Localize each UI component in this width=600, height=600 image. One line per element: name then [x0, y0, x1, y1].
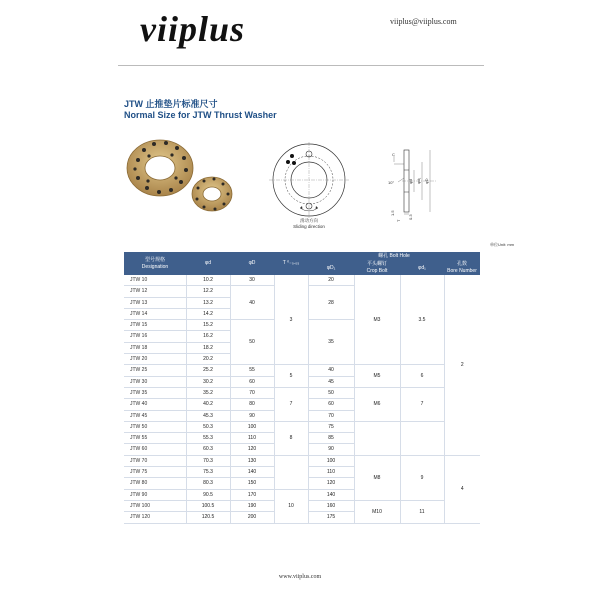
cell-crop-bolt: M10: [354, 500, 400, 523]
cell-designation: JTW 45: [124, 410, 186, 421]
cell-d: 16.2: [186, 331, 230, 342]
contact-email[interactable]: viiplus@viiplus.com: [390, 17, 457, 26]
cell-d: 15.2: [186, 320, 230, 331]
side-label-c: C: [392, 152, 395, 157]
cell-D: 80: [230, 399, 274, 410]
col-designation-cn: 型号规格: [144, 256, 165, 263]
cell-D: 110: [230, 433, 274, 444]
cell-d: 120.5: [186, 512, 230, 523]
cell-D: 190: [230, 500, 274, 511]
cell-designation: JTW 50: [124, 421, 186, 432]
sliding-label-en: Sliding direction: [293, 224, 325, 229]
col-D1: φD₁: [308, 261, 354, 275]
header-divider: [118, 65, 484, 66]
table-row: [124, 365, 480, 376]
cell-D1: 90: [308, 444, 354, 455]
cell-crop-bolt: M8: [354, 455, 400, 500]
table-row: [124, 387, 480, 398]
product-photo: [124, 128, 236, 218]
cell-d1: 3.5: [400, 275, 444, 365]
cell-designation: JTW 14: [124, 308, 186, 319]
col-bore: [444, 261, 480, 275]
cell-d: 80.3: [186, 478, 230, 489]
cell-d: 55.3: [186, 433, 230, 444]
cell-d1: 9: [400, 455, 444, 500]
cell-D1: 85: [308, 433, 354, 444]
table-row: [124, 455, 480, 466]
cell-D: 150: [230, 478, 274, 489]
cell-d: 50.3: [186, 421, 230, 432]
cell-D: 40: [230, 286, 274, 320]
cell-designation: JTW 20: [124, 354, 186, 365]
col-d: φd: [186, 252, 230, 275]
cell-D1: 100: [308, 455, 354, 466]
cell-T: 5: [274, 365, 308, 388]
cell-D1: 60: [308, 399, 354, 410]
cell-designation: JTW 80: [124, 478, 186, 489]
cell-designation: JTW 16: [124, 331, 186, 342]
col-bore-en: Bore Number: [447, 268, 477, 274]
col-bore-cn: 孔数: [456, 261, 467, 267]
cell-D1: 35: [308, 320, 354, 365]
cell-D1: 110: [308, 467, 354, 478]
cell-D1: 140: [308, 489, 354, 500]
cell-designation: JTW 90: [124, 489, 186, 500]
table-row: [124, 421, 480, 432]
side-view-drawing: [376, 144, 442, 226]
cell-designation: JTW 15: [124, 320, 186, 331]
cell-T: 8: [274, 421, 308, 455]
washer-large-bore: [145, 156, 175, 180]
col-crop-bolt-en: Crop Bolt: [366, 268, 388, 274]
col-crop-bolt: [354, 261, 400, 275]
col-designation: [124, 252, 186, 275]
cell-d: 100.5: [186, 500, 230, 511]
cell-D: 130: [230, 455, 274, 466]
footer-url[interactable]: www.viiplus.com: [278, 574, 322, 580]
cell-d: 18.2: [186, 342, 230, 353]
cell-d: 35.2: [186, 387, 230, 398]
cell-crop-bolt: M3: [354, 275, 400, 365]
cell-D1: 20: [308, 275, 354, 286]
table-row: [124, 275, 480, 286]
cell-d: 60.3: [186, 444, 230, 455]
cell-designation: JTW 12: [124, 286, 186, 297]
cell-d1: 6: [400, 365, 444, 388]
cell-designation: JTW 55: [124, 433, 186, 444]
cell-d1: [400, 421, 444, 455]
cell-designation: JTW 10: [124, 275, 186, 286]
col-D: φD: [230, 252, 274, 275]
cell-D1: 40: [308, 365, 354, 376]
cell-designation: JTW 60: [124, 444, 186, 455]
cell-D: 30: [230, 275, 274, 286]
cell-d: 14.2: [186, 308, 230, 319]
cell-designation: JTW 100: [124, 500, 186, 511]
cell-d: 20.2: [186, 354, 230, 365]
col-bolt-hole: 螺孔 Bolt Hole: [308, 252, 480, 261]
cell-D1: 50: [308, 387, 354, 398]
front-view-drawing: [264, 142, 359, 232]
cell-D1: 28: [308, 286, 354, 320]
cell-designation: JTW 120: [124, 512, 186, 523]
cell-D: 100: [230, 421, 274, 432]
cell-crop-bolt: M6: [354, 387, 400, 421]
cell-bore: 4: [444, 455, 480, 523]
cell-designation: JTW 25: [124, 365, 186, 376]
cell-D1: 120: [308, 478, 354, 489]
cell-d: 70.3: [186, 455, 230, 466]
cell-d: 25.2: [186, 365, 230, 376]
title-cn: JTW 止推垫片标准尺寸: [124, 99, 218, 109]
cell-designation: JTW 40: [124, 399, 186, 410]
cell-D: 170: [230, 489, 274, 500]
cell-crop-bolt: M5: [354, 365, 400, 388]
cell-D1: 75: [308, 421, 354, 432]
col-T: T ⁰₋₀.₀₅: [274, 252, 308, 275]
cell-T: 10: [274, 489, 308, 523]
cell-designation: JTW 35: [124, 387, 186, 398]
side-label-angle: 10°: [388, 180, 395, 185]
unit-note: 单位Unit: mm: [490, 242, 514, 247]
cell-D: 55: [230, 365, 274, 376]
cell-T: 7: [274, 387, 308, 421]
cell-D: 120: [230, 444, 274, 455]
cell-d: 40.2: [186, 399, 230, 410]
washer-small-bore: [203, 187, 221, 201]
cell-crop-bolt: [354, 421, 400, 455]
cell-designation: JTW 30: [124, 376, 186, 387]
title-en: Normal Size for JTW Thrust Washer: [124, 110, 277, 120]
sliding-label-cn: 滑动方向: [300, 219, 318, 224]
cell-D1: 70: [308, 410, 354, 421]
cell-designation: JTW 70: [124, 455, 186, 466]
cell-D: 70: [230, 387, 274, 398]
cell-d: 75.3: [186, 467, 230, 478]
cell-d: 30.2: [186, 376, 230, 387]
cell-d1: 11: [400, 500, 444, 523]
spec-table: [124, 252, 480, 524]
cell-D1: 45: [308, 376, 354, 387]
cell-D: 90: [230, 410, 274, 421]
cell-d: 45.3: [186, 410, 230, 421]
cell-d: 90.5: [186, 489, 230, 500]
cell-D1: 160: [308, 500, 354, 511]
cell-bore: 2: [444, 275, 480, 455]
cell-designation: JTW 75: [124, 467, 186, 478]
spec-table-body: [124, 275, 480, 523]
cell-d1: 7: [400, 387, 444, 421]
side-label-chamfer: 1.5: [390, 210, 395, 216]
cell-d: 10.2: [186, 275, 230, 286]
cell-T: 3: [274, 275, 308, 365]
side-label-d: φd: [408, 179, 413, 184]
cell-designation: JTW 18: [124, 342, 186, 353]
col-d1: φd₁: [400, 261, 444, 275]
cell-d: 13.2: [186, 297, 230, 308]
cell-d: 12.2: [186, 286, 230, 297]
cell-designation: JTW 13: [124, 297, 186, 308]
side-label-D1: φd₁: [416, 177, 421, 184]
cell-D1: 175: [308, 512, 354, 523]
col-designation-en: Designation: [141, 263, 169, 270]
cell-D: 140: [230, 467, 274, 478]
col-crop-bolt-cn: 平头螺钉: [366, 261, 387, 267]
cell-D: 50: [230, 320, 274, 365]
cell-D: 200: [230, 512, 274, 523]
brand-logo: viiplus: [140, 9, 246, 49]
side-label-gap: 0.3: [408, 214, 413, 220]
cell-T: [274, 455, 308, 489]
cell-D: 60: [230, 376, 274, 387]
side-label-T: T: [396, 219, 401, 222]
side-label-D: φD: [424, 178, 429, 184]
